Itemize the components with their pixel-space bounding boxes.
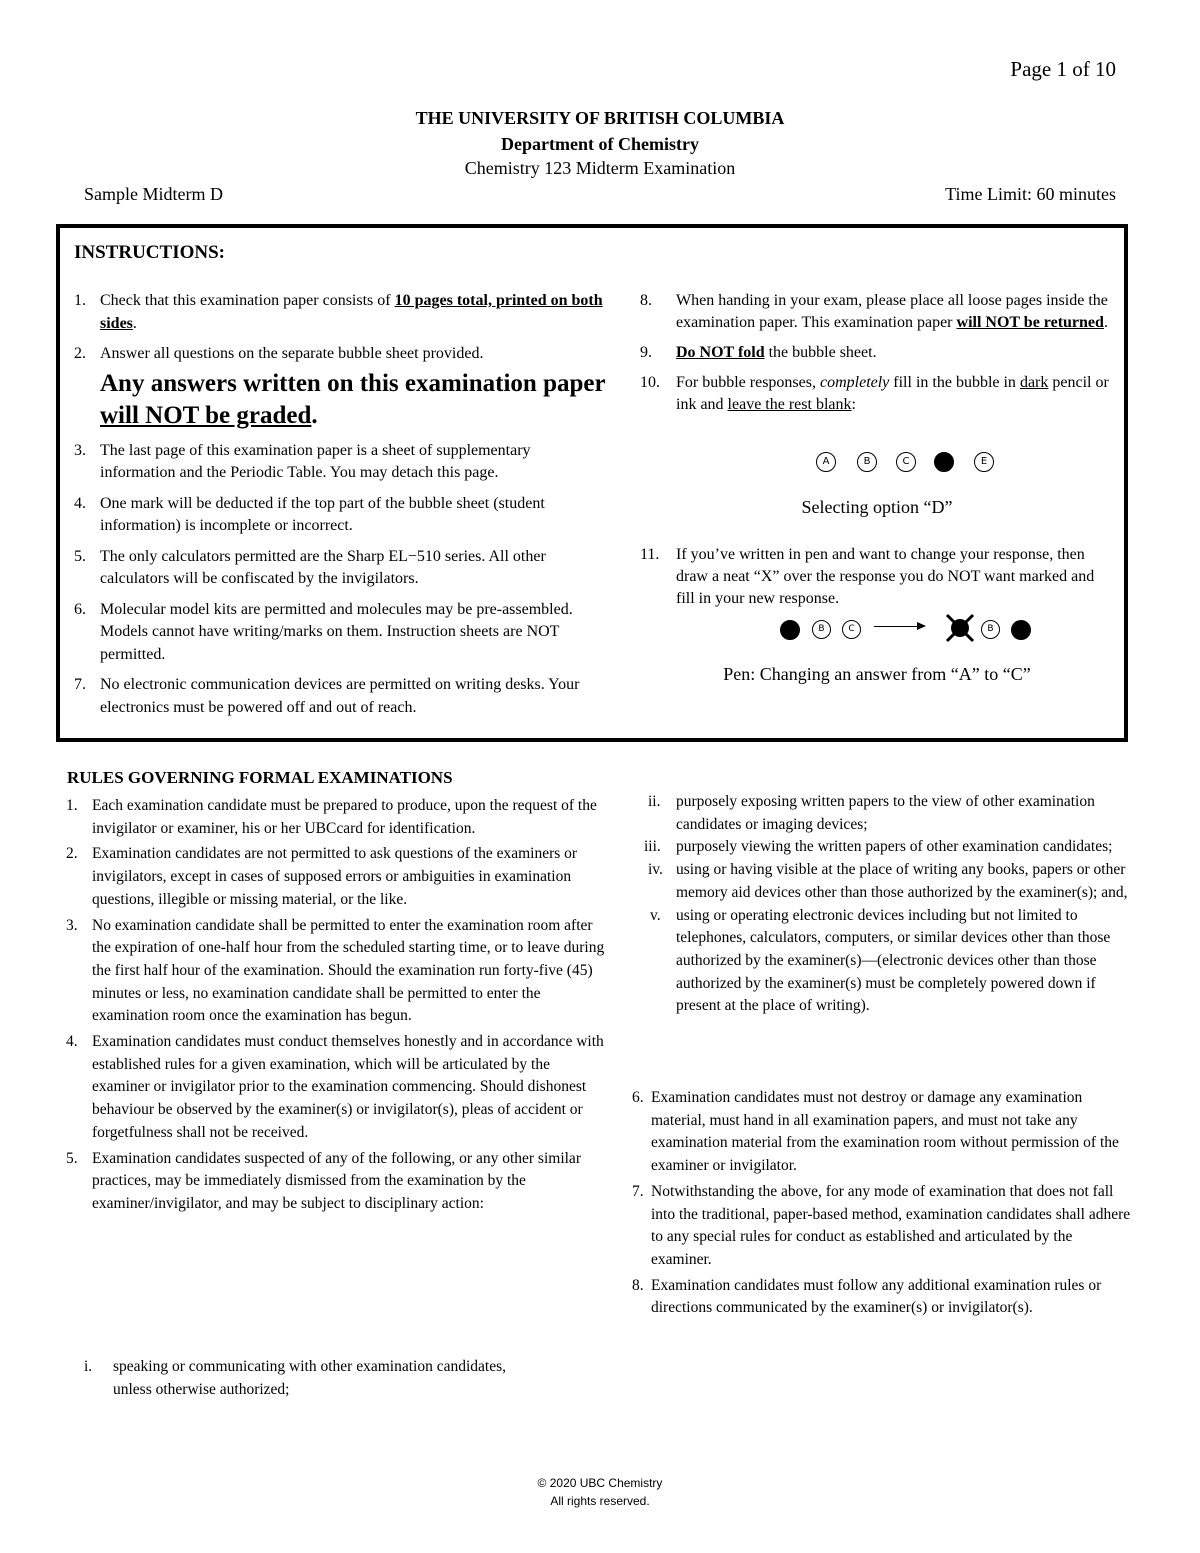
rules-title: RULES GOVERNING FORMAL EXAMINATIONS bbox=[67, 768, 453, 787]
instruction-item: 10. For bubble responses, completely fill in the bubble in dark pencil or ink and leave the rest blank: bbox=[640, 374, 1109, 413]
copyright: © 2020 UBC Chemistry bbox=[537, 1476, 663, 1490]
rule-subitem: ii. purposely exposing written papers to the view of other examination candidates or imaging devices; bbox=[648, 793, 1095, 833]
instruction-item: 4. One mark will be deducted if the top part of the bubble sheet (student information) is incomplete or incorrect. bbox=[74, 494, 545, 534]
crossed-out-bubble-icon bbox=[944, 612, 976, 644]
instructions-left-column bbox=[74, 290, 609, 727]
not-graded-warning: Any answers written on this examination paper will NOT be graded. bbox=[100, 369, 606, 429]
rule-item: 8. Examination candidates must follow any additional examination rules or directions communicated by the examiner(s) or invigilator(s). bbox=[632, 1276, 1102, 1317]
bubble-caption-change: Pen: Changing an answer from “A” to “C” bbox=[723, 664, 1031, 684]
bubble-b-icon: B bbox=[857, 452, 877, 472]
bubble-b-icon: B bbox=[981, 620, 1000, 639]
rules-right-subitems bbox=[640, 791, 1130, 1018]
rule-subitem: v. using or operating electronic devices including but not limited to telephones, calculators, computers, or similar devices other than those authorized by the examiner(s)—(electronic devices other than those authorized by the examiner(s) must be completely powered down if present at the place of writing). bbox=[650, 906, 1111, 1015]
instruction-item: 1. Check that this examination paper consists of 10 pages total, printed on both sides. bbox=[74, 292, 603, 332]
arrow-right-icon bbox=[874, 626, 924, 627]
bubble-caption-select: Selecting option “D” bbox=[801, 497, 953, 517]
rule-item: 6. Examination candidates must not destroy or damage any examination material, must hand in all examination papers, and must not take any examination material from the examination room without permission of the examiner or invigilator. bbox=[632, 1089, 1119, 1175]
bubble-c-filled-icon bbox=[1011, 620, 1031, 640]
instruction-item: 6. Molecular model kits are permitted and molecules may be pre-assembled. Models cannot have writing/marks on them. Instruction sheets are NOT permitted. bbox=[74, 600, 573, 663]
rules-left-column bbox=[66, 795, 606, 1219]
rule-item: 4. Examination candidates must conduct themselves honestly and in accordance with established rules for a given examination, which will be articulated by the examiner or invigilator prior to the examination commencing. Should dishonest behaviour be observed by the examiner(s) or invigilator(s), pleas of accident or forgetfulness shall not be received. bbox=[66, 1033, 604, 1141]
instruction-item: 2. Answer all questions on the separate bubble sheet provided. Any answers written on this examination paper will NOT be graded. bbox=[74, 343, 609, 432]
rule-subitem: iv. using or having visible at the place of writing any books, papers or other memory aid devices other than those authorized by the examiner(s); and, bbox=[648, 861, 1128, 901]
exam-name: Sample Midterm D bbox=[84, 184, 223, 204]
instruction-item: 9. Do NOT fold the bubble sheet. bbox=[640, 344, 877, 361]
rights-reserved: All rights reserved. bbox=[550, 1494, 650, 1508]
bubble-b-icon: B bbox=[812, 620, 831, 639]
rule-item: 3. No examination candidate shall be permitted to enter the examination room after the expiration of one-half hour from the scheduled starting time, or to leave during the first half hour of the examination. Should the examination run forty-five (45) minutes or less, no examination candidate shall be permitted to enter the examination room once the examination has begun. bbox=[66, 916, 605, 1025]
bubble-c-icon: C bbox=[896, 452, 916, 472]
instruction-item: 5. The only calculators permitted are the Sharp EL−510 series. All other calculators will be confiscated by the invigilators. bbox=[74, 547, 546, 587]
rule-item: 1. Each examination candidate must be prepared to produce, upon the request of the invigilator or examiner, his or her UBCcard for identification. bbox=[66, 797, 597, 837]
rule-item: 2. Examination candidates are not permitted to ask questions of the examiners or invigilators, except in cases of supposed errors or ambiguities in examination questions, illegible or missing material, or the like. bbox=[66, 845, 578, 908]
instruction-item: 11. If you’ve written in pen and want to change your response, then draw a neat “X” over the response you do NOT want marked and fill in your new response. bbox=[640, 546, 1095, 607]
bubble-a-icon: A bbox=[816, 452, 836, 472]
university-name: THE UNIVERSITY OF BRITISH COLUMBIA bbox=[415, 108, 785, 128]
rule-item: 7. Notwithstanding the above, for any mode of examination that does not fall into the traditional, paper-based method, examination candidates shall adhere to any special rules for conduct as established and articulated by the examiner. bbox=[632, 1182, 1131, 1268]
page-number: Page 1 of 10 bbox=[1010, 57, 1116, 81]
instruction-item: 8. When handing in your exam, please place all loose pages inside the examination paper. This examination paper will NOT be returned. bbox=[640, 292, 1108, 331]
time-limit: Time Limit: 60 minutes bbox=[945, 184, 1116, 204]
bubble-example-change-answer bbox=[780, 614, 1040, 644]
rule-item: 5. Examination candidates suspected of any of the following, or any other similar practices, may be immediately dismissed from the examination by the examiner/invigilator, and may be subject to disciplinary action: bbox=[66, 1149, 581, 1212]
department-name: Department of Chemistry bbox=[501, 134, 699, 154]
instructions-title: INSTRUCTIONS: bbox=[74, 242, 225, 263]
bubble-a-filled-icon bbox=[780, 620, 800, 640]
rule-subitem: iii. purposely viewing the written papers of other examination candidates; bbox=[644, 838, 1113, 856]
rules-right-column bbox=[632, 1087, 1132, 1323]
bubble-d-filled-icon bbox=[934, 452, 954, 472]
bubble-c-icon: C bbox=[842, 620, 861, 639]
instruction-item: 7. No electronic communication devices are permitted on writing desks. Your electronics must be powered off and out of reach. bbox=[74, 676, 580, 716]
bubble-example-select-d bbox=[816, 452, 998, 478]
bubble-e-icon: E bbox=[974, 452, 994, 472]
course-title: Chemistry 123 Midterm Examination bbox=[464, 158, 736, 178]
rule-subitem: i. speaking or communicating with other examination candidates, unless otherwise authorized; bbox=[84, 1358, 506, 1398]
instruction-item: 3. The last page of this examination paper is a sheet of supplementary information and the Periodic Table. You may detach this page. bbox=[74, 441, 531, 481]
